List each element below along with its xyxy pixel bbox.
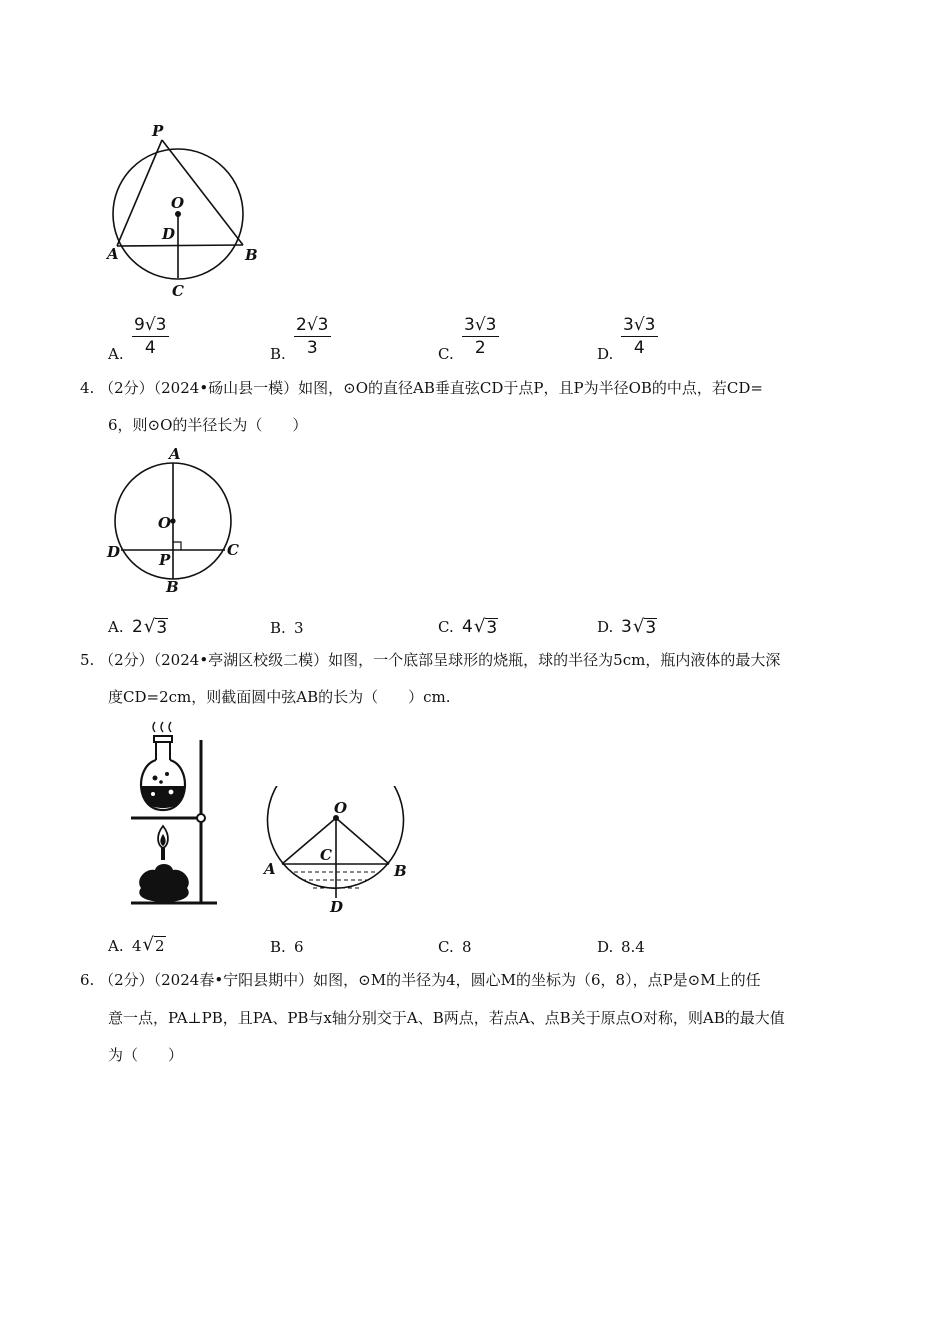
q4-option-b-value: 3	[294, 619, 304, 637]
q4-line-2	[108, 415, 307, 435]
q5-option-c[interactable]: C. 8	[438, 938, 472, 956]
q4-option-a[interactable]: A. 2 √ 3	[108, 616, 168, 638]
q3-label-b: B	[245, 246, 258, 264]
q4-score: （2分）	[99, 379, 154, 397]
q3-option-d[interactable]: D.	[597, 345, 614, 363]
q5-option-d-value: 8.4	[621, 938, 645, 956]
q6-number: 6.	[80, 971, 95, 989]
q4-label-b: B	[166, 578, 179, 596]
q3-label-d: D	[162, 225, 176, 243]
q4-label-p: P	[159, 551, 171, 569]
q3-option-b-fraction: 2 √ 3 3	[296, 315, 329, 358]
q3-option-b[interactable]: B.	[270, 345, 286, 363]
q3-option-a-fraction: 9 √ 3 4	[134, 315, 167, 358]
q5-figure	[258, 786, 413, 918]
q5-label-b: B	[394, 862, 407, 880]
q4-right-angle-mark	[173, 542, 181, 550]
q4-number: 4.	[80, 379, 95, 397]
q6-score: （2分）	[99, 971, 154, 989]
q4-line-1	[80, 378, 763, 398]
q5-number: 5.	[80, 651, 95, 669]
q4-option-b[interactable]: B. 3	[270, 619, 304, 637]
q3-option-c-fraction: 3 √ 3 2	[464, 315, 497, 358]
q4-center-dot	[170, 518, 175, 523]
q3-option-a[interactable]: A.	[108, 345, 124, 363]
q5-option-a-value: 4 √ 2	[132, 934, 165, 955]
q6-line-1	[80, 970, 761, 990]
q4-stem-2: 6，则⊙O的半径长为（ ）	[108, 416, 308, 434]
q6-line-3	[108, 1045, 183, 1065]
q6-source: （2024春•宁阳县期中）	[153, 971, 314, 989]
q5-option-b-value: 6	[294, 938, 304, 956]
q3-label-a: A	[107, 245, 119, 263]
q4-option-c[interactable]: C. 4 √ 3	[438, 616, 498, 638]
q3-option-d-fraction: 3 √ 3 4	[623, 315, 656, 358]
q5-label-d: D	[330, 898, 344, 916]
q3-option-c[interactable]: C.	[438, 345, 454, 363]
q6-line-2	[108, 1008, 785, 1028]
q4-option-c-value: 4 √ 3	[462, 616, 498, 638]
q4-option-a-value: 2 √ 3	[132, 616, 168, 638]
q3-label-c: C	[172, 282, 184, 300]
q5-label-c: C	[320, 846, 332, 864]
q4-source: （2024•砀山县一模）	[153, 379, 299, 397]
q5-option-b[interactable]: B. 6	[270, 938, 304, 956]
q5-option-a[interactable]: A. 4 √ 2	[108, 934, 165, 955]
q5-label-o: O	[334, 799, 348, 817]
q6-stem-3: 为（ ）	[108, 1046, 184, 1064]
q5-source: （2024•亭湖区校级二模）	[153, 651, 329, 669]
q5-score: （2分）	[99, 651, 154, 669]
q5-label-a: A	[264, 860, 276, 878]
q4-label-a: A	[169, 445, 181, 463]
q5-option-c-value: 8	[462, 938, 472, 956]
q3-chord-ab	[117, 245, 243, 246]
q4-option-d-value: 3 √ 3	[621, 616, 657, 638]
q3-label-o: O	[171, 194, 185, 212]
q4-label-o: O	[158, 514, 172, 532]
q3-figure	[100, 118, 270, 303]
q3-segment-pa	[117, 140, 162, 246]
q5-radius-ob	[336, 818, 389, 864]
q5-option-d[interactable]: D. 8.4	[597, 938, 645, 956]
q5-line-1	[80, 650, 780, 670]
q4-figure	[100, 444, 250, 596]
q5-stem-1: 如图，一个底部呈球形的烧瓶，球的半径为5cm，瓶内液体的最大深	[328, 651, 781, 669]
q4-label-c: C	[227, 541, 239, 559]
q5-stem-2: 度CD=2cm，则截面圆中弦AB的长为（ ）cm.	[108, 688, 451, 706]
q5-line-2	[108, 687, 451, 707]
q4-label-d: D	[107, 543, 121, 561]
q3-label-p: P	[152, 122, 164, 140]
q6-stem-1: 如图，⊙M的半径为4，圆心M的坐标为（6，8），点P是⊙M上的任	[313, 971, 761, 989]
flask-apparatus-icon	[125, 718, 225, 908]
q4-option-d[interactable]: D. 3 √ 3	[597, 616, 657, 638]
q6-stem-2: 意一点，PA⊥PB，且PA、PB与x轴分别交于A、B两点，若点A、点B关于原点O对称，则AB的最大值	[108, 1009, 785, 1027]
q4-stem-1: 如图，⊙O的直径AB垂直弦CD于点P，且P为半径OB的中点，若CD=	[298, 379, 763, 397]
